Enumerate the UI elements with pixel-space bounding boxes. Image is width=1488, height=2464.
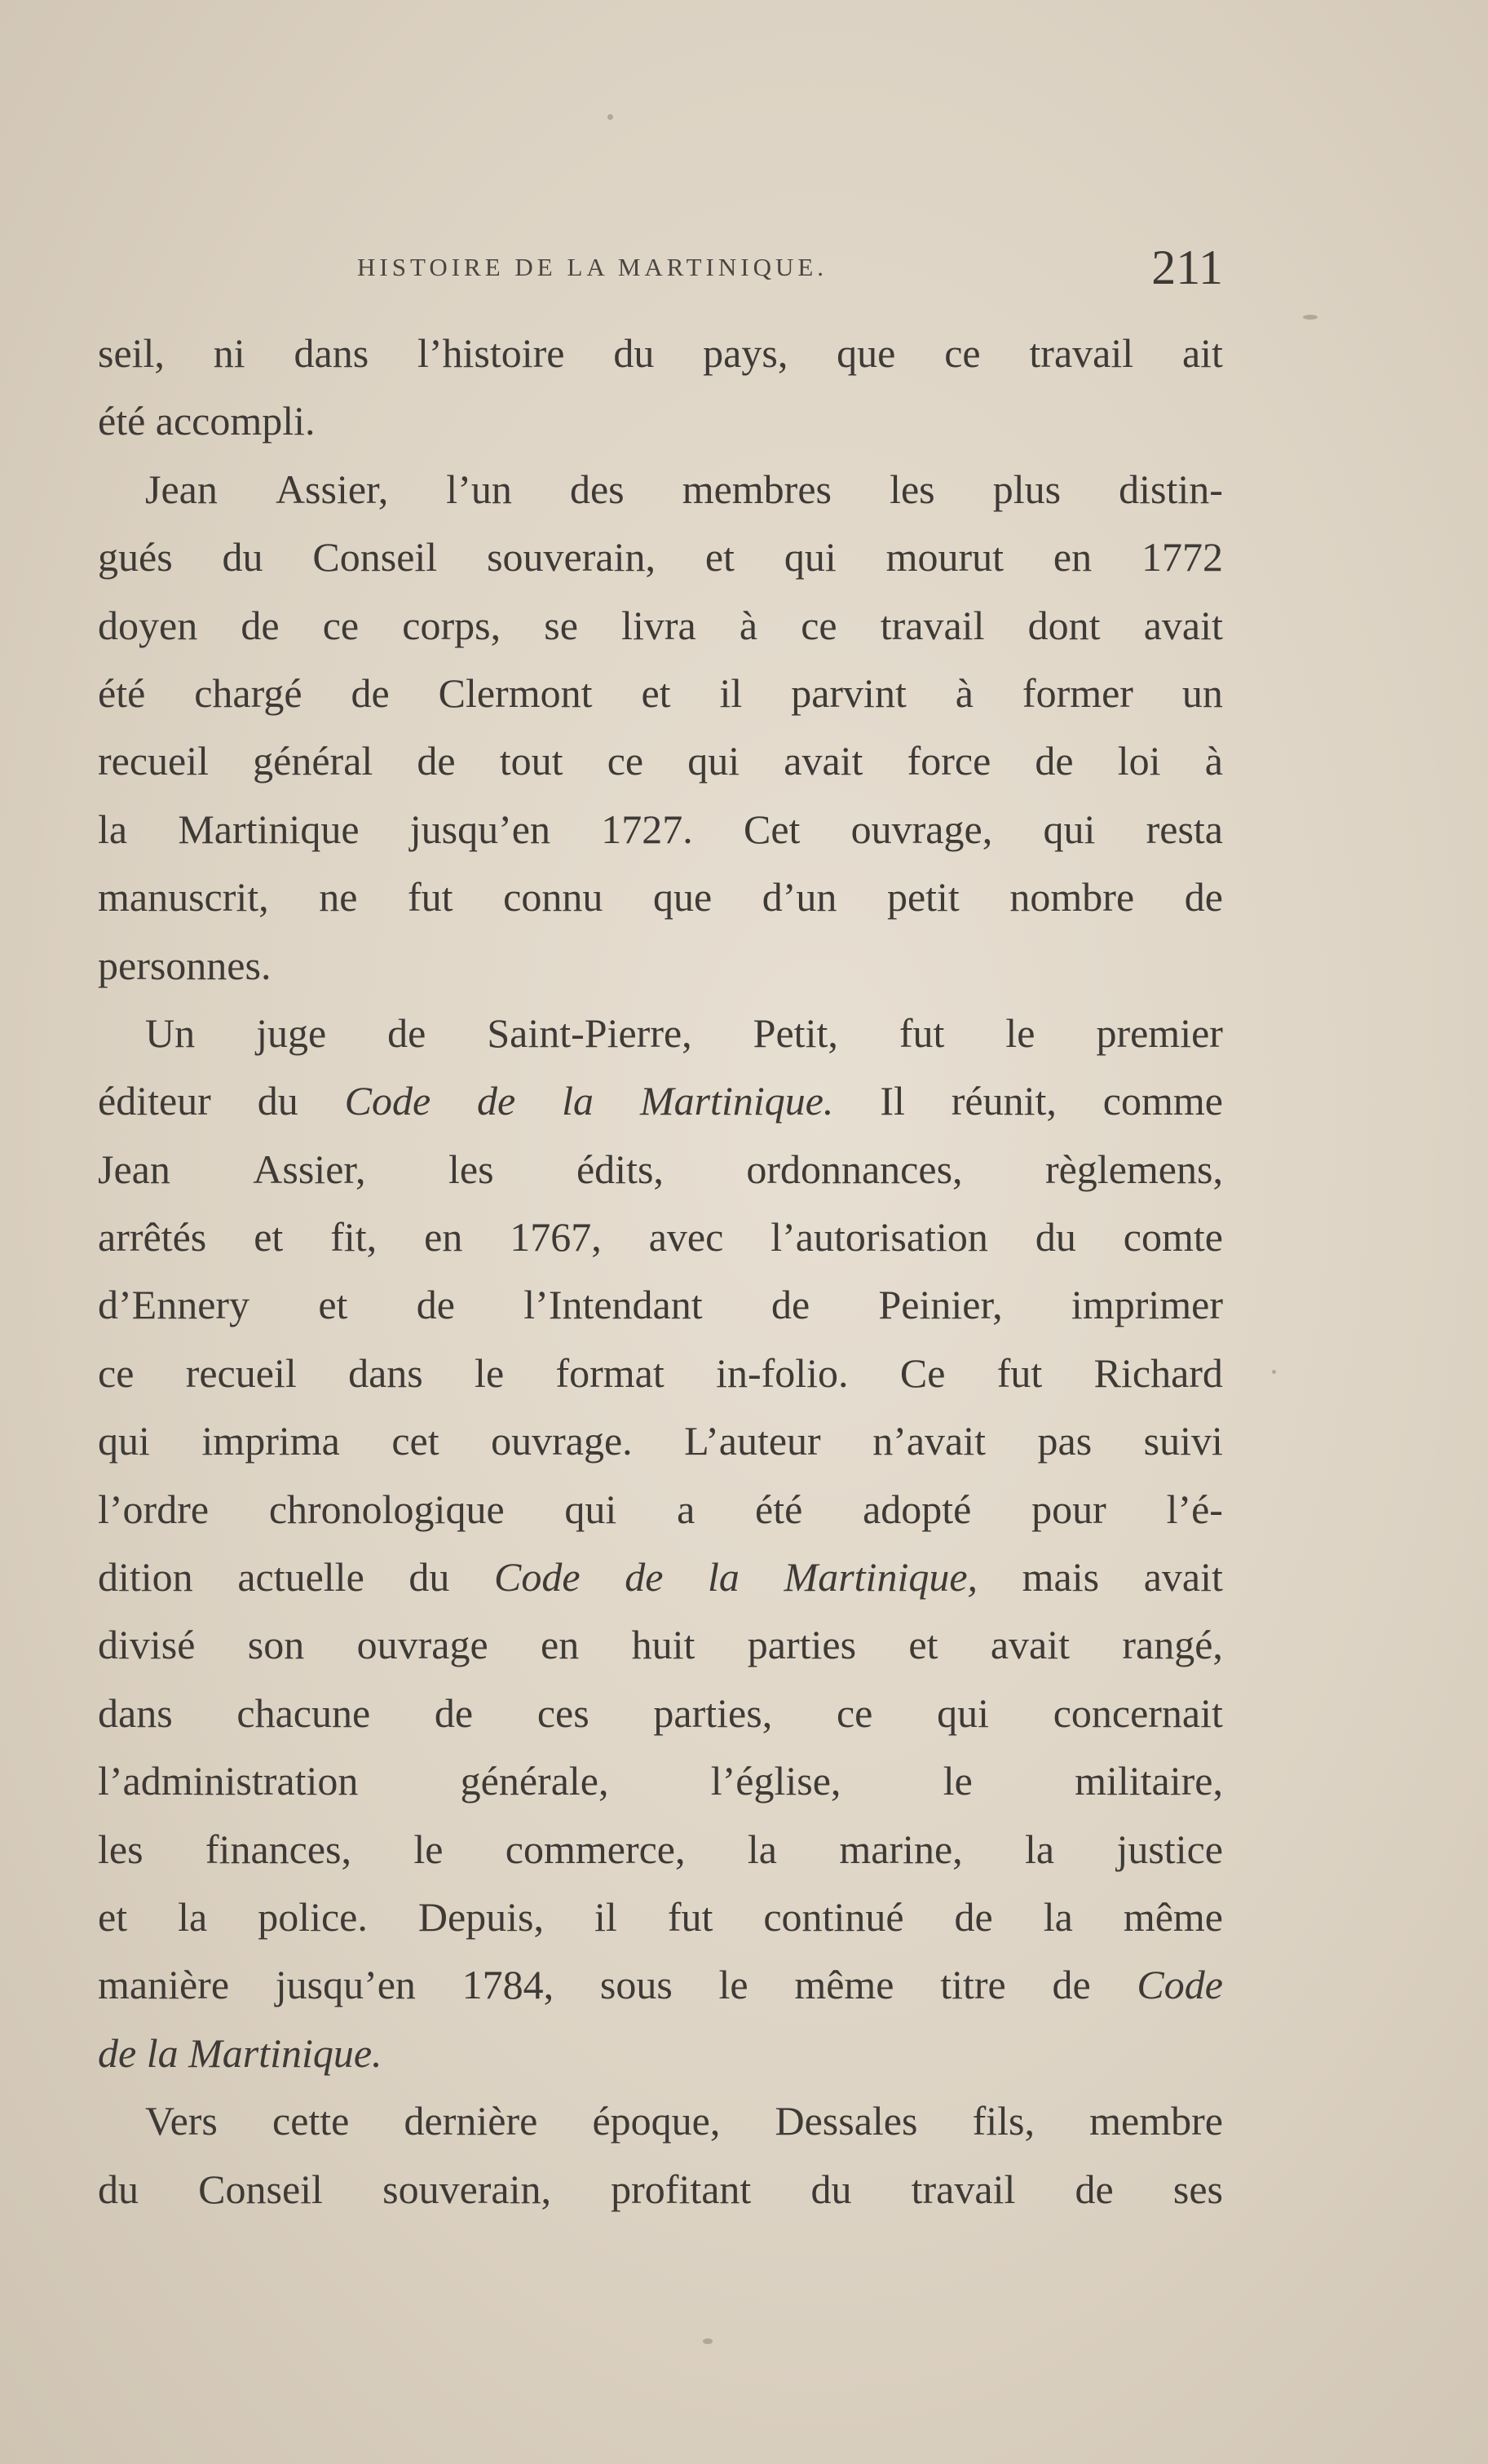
word: distin- [1119, 466, 1223, 512]
word: ce [836, 1689, 873, 1736]
text-line [98, 1543, 1223, 1611]
word: Richard [1093, 1349, 1223, 1396]
word: police. [258, 1893, 368, 1940]
paper-speck [1303, 315, 1318, 320]
word: Petit, [753, 1009, 838, 1056]
word: a [677, 1486, 695, 1532]
word: la [178, 1893, 208, 1940]
word: mais [1022, 1554, 1100, 1601]
word: été [755, 1486, 803, 1532]
word: fils, [972, 2098, 1035, 2144]
word: fut [667, 1893, 713, 1940]
word: Code [344, 1078, 431, 1124]
word: connu [503, 874, 603, 921]
text-line [98, 2020, 1223, 2087]
text-line [98, 1680, 1223, 1747]
word: des [569, 466, 625, 512]
word: dans [348, 1349, 423, 1396]
word: avec [648, 1214, 724, 1261]
word: ces [536, 1689, 589, 1736]
text-line [98, 1203, 1223, 1271]
text-line [98, 1067, 1223, 1135]
text-line [98, 1340, 1223, 1407]
word: de [416, 1282, 455, 1328]
word: 1772 [1141, 534, 1223, 581]
word: éditeur [98, 1078, 211, 1124]
text-line [98, 660, 1223, 727]
word: commerce, [505, 1826, 686, 1872]
word: cette [272, 2098, 350, 2144]
word: l’église, [710, 1758, 841, 1804]
word: chacune [236, 1689, 371, 1736]
word: que [837, 330, 896, 376]
word: Cet [743, 806, 801, 852]
word: resta [1146, 806, 1223, 852]
word: de [434, 1689, 474, 1736]
word: du [222, 534, 263, 581]
word: même [1123, 1893, 1223, 1940]
word: le [413, 1826, 444, 1872]
word: fit, [330, 1214, 378, 1261]
word: le [1005, 1009, 1035, 1056]
paper-speck [607, 114, 613, 120]
word: Ce [899, 1349, 946, 1396]
word: Saint-Pierre, [487, 1009, 692, 1056]
word: édits, [576, 1146, 664, 1192]
text-segment: personnes. [98, 942, 272, 988]
word: 1727. [601, 806, 693, 852]
word: finances, [205, 1826, 351, 1872]
text-line [98, 1611, 1223, 1679]
page-header [357, 241, 1223, 310]
word: dans [294, 330, 369, 376]
word: rangé, [1122, 1622, 1223, 1668]
word: adopté [863, 1486, 972, 1532]
word: les [890, 466, 935, 512]
text-line [98, 1136, 1223, 1203]
word: tout [499, 738, 563, 784]
word: les [448, 1146, 494, 1192]
word: et [98, 1893, 128, 1940]
word: L’auteur [684, 1418, 821, 1464]
word: imprima [201, 1418, 340, 1464]
word: comme [1102, 1078, 1223, 1124]
word: sous [599, 1962, 673, 2008]
word: qui [937, 1689, 989, 1736]
text-line [98, 1271, 1223, 1339]
word: Jean [145, 466, 218, 512]
word: à [955, 669, 974, 716]
word: souverain, [487, 534, 656, 581]
word: manuscrit, [98, 874, 269, 921]
word: titre [940, 1962, 1006, 2008]
word: Martinique. [639, 1078, 834, 1124]
word: dition [98, 1554, 193, 1601]
text-line [98, 796, 1223, 863]
word: avait [1143, 602, 1223, 648]
text-line [98, 523, 1223, 591]
word: juge [256, 1009, 327, 1056]
word: ouvrage. [491, 1418, 633, 1464]
word: qui [784, 534, 837, 581]
word: de [351, 669, 390, 716]
word: ouvrage, [850, 806, 993, 852]
word: imprimer [1071, 1282, 1223, 1328]
text-line [98, 1747, 1223, 1815]
word: manière [98, 1962, 230, 2008]
word: petit [886, 874, 960, 921]
text-line [98, 387, 1223, 455]
word: dernière [404, 2098, 538, 2144]
text-line [98, 1883, 1223, 1951]
word: et [318, 1282, 348, 1328]
word: que [652, 874, 713, 921]
word: générale, [460, 1758, 609, 1804]
word: parvint [791, 669, 907, 716]
text-line [98, 1407, 1223, 1475]
word: membres [682, 466, 832, 512]
word: in-folio. [716, 1349, 849, 1396]
word: du [408, 1554, 450, 1601]
word: parties [747, 1622, 857, 1668]
word: Clermont [438, 669, 593, 716]
word: marine, [839, 1826, 963, 1872]
word: l’un [446, 466, 512, 512]
text-line [98, 727, 1223, 795]
word: de [241, 602, 280, 648]
word: de [1075, 2166, 1114, 2212]
word: en [541, 1622, 580, 1668]
word: de [625, 1554, 664, 1601]
word: arrêtés [98, 1214, 207, 1261]
text-line [98, 592, 1223, 660]
word: profitant [611, 2166, 752, 2212]
word: force [907, 738, 991, 784]
word: Dessales [775, 2098, 918, 2144]
word: à [1204, 738, 1223, 784]
word: nombre [1009, 874, 1135, 921]
word: pas [1037, 1418, 1093, 1464]
word: Un [145, 1009, 196, 1056]
word: souverain, [382, 2166, 551, 2212]
word: chargé [194, 669, 302, 716]
word: de [1035, 738, 1074, 784]
word: de [1184, 874, 1223, 921]
word: continué [763, 1893, 904, 1940]
word: même [794, 1962, 894, 2008]
word: 1784, [461, 1962, 554, 2008]
word: et [704, 534, 735, 581]
word: ait [1181, 330, 1223, 376]
word: ce [322, 602, 360, 648]
word: ce [801, 602, 837, 648]
word: général [253, 738, 373, 784]
word: ce [98, 1349, 135, 1396]
word: loi [1117, 738, 1161, 784]
paper-speck [703, 2338, 713, 2344]
word: et [641, 669, 671, 716]
word: n’avait [872, 1418, 987, 1464]
word: fut [408, 874, 453, 921]
word: la [708, 1554, 740, 1601]
word: qui [687, 738, 740, 784]
word: en [1053, 534, 1093, 581]
word: comte [1123, 1214, 1223, 1261]
word: ouvrage [356, 1622, 488, 1668]
word: seil, [98, 330, 165, 376]
word: qui [1043, 806, 1096, 852]
word: l’histoire [417, 330, 565, 376]
word: Vers [145, 2098, 218, 2144]
word: son [247, 1622, 305, 1668]
word: avait [990, 1622, 1071, 1668]
word: de [417, 738, 456, 784]
text-line [98, 456, 1223, 523]
word: avait [784, 738, 863, 784]
word: pour [1031, 1486, 1106, 1532]
word: il [719, 669, 743, 716]
word: divisé [98, 1622, 196, 1668]
word: l’é- [1166, 1486, 1223, 1532]
word: d’Ennery [98, 1282, 250, 1328]
word: Assier, [253, 1146, 366, 1192]
word: premier [1096, 1009, 1223, 1056]
word: les [98, 1826, 144, 1872]
word: Il [880, 1078, 905, 1124]
word: Code [1137, 1962, 1223, 2008]
word: du [613, 330, 655, 376]
word: qui [564, 1486, 617, 1532]
text-segment: été accompli. [98, 398, 316, 444]
word: format [555, 1349, 665, 1396]
word: à [739, 602, 758, 648]
word: Peinier, [878, 1282, 1003, 1328]
word: ce [607, 738, 644, 784]
word: du [257, 1078, 298, 1124]
word: se [544, 602, 578, 648]
word: parties, [653, 1689, 773, 1736]
word: Conseil [198, 2166, 323, 2212]
word: époque, [592, 2098, 721, 2144]
word: le [943, 1758, 973, 1804]
word: plus [992, 466, 1062, 512]
text-line [98, 2087, 1223, 2155]
page-number: 211 [1151, 241, 1223, 294]
word: de [1052, 1962, 1091, 2008]
word: le [718, 1962, 748, 2008]
word: Jean [98, 1146, 170, 1192]
word: huit [631, 1622, 695, 1668]
word: du [1035, 1214, 1076, 1261]
word: actuelle [237, 1554, 364, 1601]
word: travail [1029, 330, 1134, 376]
text-line [98, 1816, 1223, 1883]
word: l’Intendant [523, 1282, 703, 1328]
text-line [98, 1000, 1223, 1067]
word: de [770, 1282, 810, 1328]
word: la [562, 1078, 594, 1124]
word: de [954, 1893, 993, 1940]
word: le [475, 1349, 505, 1396]
body-text [98, 320, 1223, 2223]
word: cet [391, 1418, 439, 1464]
word: de [387, 1009, 426, 1056]
word: règlemens, [1044, 1146, 1223, 1192]
word: gués [98, 534, 173, 581]
word: travail [880, 602, 985, 648]
word: il [594, 1893, 617, 1940]
word: travail [911, 2166, 1016, 2212]
word: doyen [98, 602, 198, 648]
word: avait [1143, 1554, 1223, 1601]
word: ne [319, 874, 358, 921]
word: membre [1089, 2098, 1223, 2144]
word: réunit, [951, 1078, 1057, 1124]
word: fut [996, 1349, 1043, 1396]
word: Code [494, 1554, 581, 1601]
word: fut [899, 1009, 945, 1056]
word: recueil [185, 1349, 297, 1396]
word: livra [621, 602, 696, 648]
word: du [810, 2166, 852, 2212]
word: ses [1172, 2166, 1223, 2212]
text-line [98, 1476, 1223, 1543]
word: en [424, 1214, 463, 1261]
running-head: HISTOIRE DE LA MARTINIQUE. [357, 253, 828, 281]
word: ni [213, 330, 245, 376]
word: dont [1027, 602, 1101, 648]
word: militaire, [1075, 1758, 1223, 1804]
word: de [477, 1078, 516, 1124]
word: chronologique [268, 1486, 505, 1532]
text-line [98, 2156, 1223, 2223]
word: justice [1116, 1826, 1223, 1872]
word: qui [98, 1418, 150, 1464]
word: l’ordre [98, 1486, 210, 1532]
word: l’administration [98, 1758, 359, 1804]
word: dans [98, 1689, 173, 1736]
word: Assier, [275, 466, 389, 512]
text-line [98, 320, 1223, 387]
word: du [98, 2166, 139, 2212]
text-line [98, 1951, 1223, 2019]
word: la [747, 1826, 777, 1872]
word: Depuis, [417, 1893, 545, 1940]
word: et [254, 1214, 284, 1261]
text-line [98, 932, 1223, 1000]
word: mourut [885, 534, 1005, 581]
word: concernait [1053, 1689, 1223, 1736]
word: un [1181, 669, 1223, 716]
word: la [1025, 1826, 1055, 1872]
word: été [98, 669, 146, 716]
text-line [98, 863, 1223, 931]
word: Martinique [178, 806, 360, 852]
word: Conseil [312, 534, 438, 581]
paper-speck [1272, 1370, 1276, 1374]
word: la [1043, 1893, 1073, 1940]
word: jusqu’en [275, 1962, 416, 2008]
word: d’un [762, 874, 837, 921]
word: Martinique, [784, 1554, 978, 1601]
word: l’autorisation [770, 1214, 988, 1261]
word: jusqu’en [409, 806, 550, 852]
word: la [98, 806, 128, 852]
word: ce [944, 330, 981, 376]
word: suivi [1143, 1418, 1223, 1464]
word: et [908, 1622, 938, 1668]
word: ordonnances, [746, 1146, 963, 1192]
word: corps, [402, 602, 501, 648]
word: 1767, [510, 1214, 602, 1261]
word: former [1022, 669, 1133, 716]
word: recueil [98, 738, 210, 784]
word: pays, [703, 330, 788, 376]
italic-title: de la Martinique. [98, 2029, 382, 2076]
